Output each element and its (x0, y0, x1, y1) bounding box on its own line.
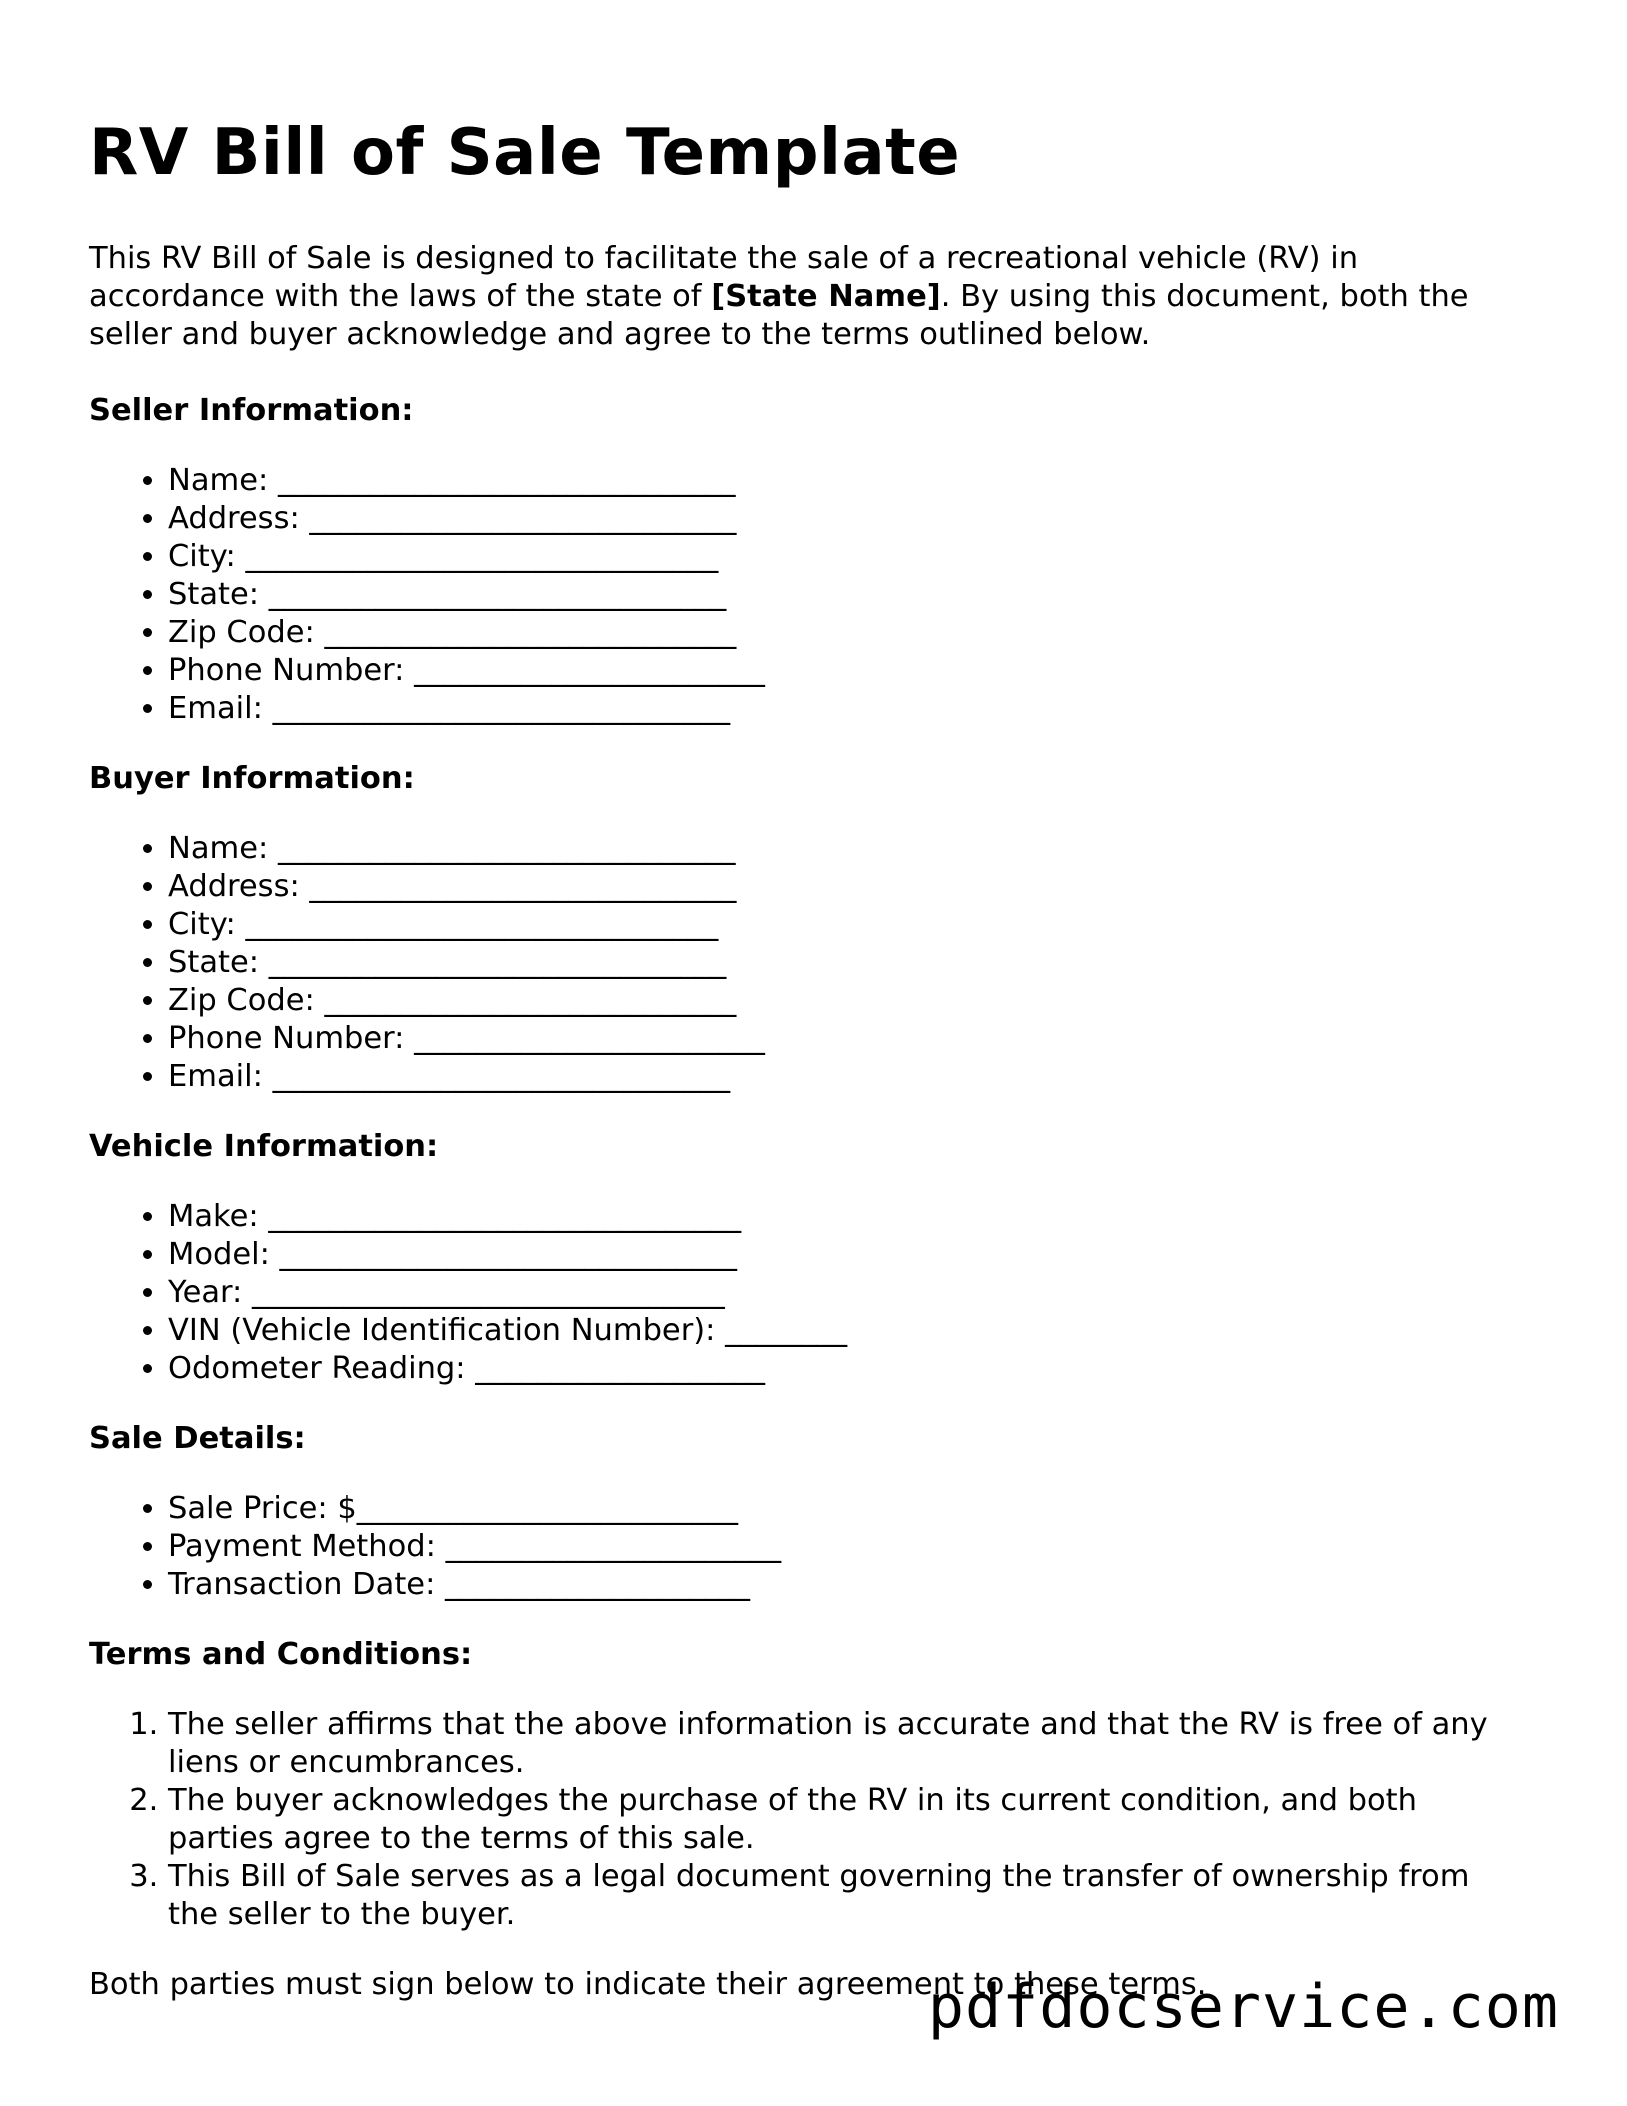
seller-email-field: • Email: ______________________________ (168, 690, 1529, 728)
buyer-email-field: • Email: ______________________________ (168, 1058, 1529, 1096)
seller-address-field: • Address: ____________________________ (168, 500, 1529, 538)
term-item: 1. The seller affirms that the above information is accurate and that the RV is free of any liens or encumbrances. (168, 1706, 1529, 1782)
transaction-date-field: • Transaction Date: ____________________ (168, 1566, 1529, 1604)
page-title: RV Bill of Sale Template (89, 116, 961, 190)
vehicle-year-field: • Year: _______________________________ (168, 1274, 1529, 1312)
payment-method-field: • Payment Method: ______________________ (168, 1528, 1529, 1566)
seller-city-field: • City: _______________________________ (168, 538, 1529, 576)
buyer-city-field: • City: _______________________________ (168, 906, 1529, 944)
buyer-address-field: • Address: ____________________________ (168, 868, 1529, 906)
closing-statement: Both parties must sign below to indicate their agreement to these terms. (89, 1967, 1207, 2002)
seller-name-field: • Name: ______________________________ (168, 462, 1529, 500)
seller-list (89, 462, 1529, 728)
intro-text-before: This RV Bill of Sale is designed to facilitate the sale of a recreational vehicle (RV) in accordance with the laws of the state of (89, 241, 1359, 314)
seller-phone-field: • Phone Number: _______________________ (168, 652, 1529, 690)
buyer-name-field: • Name: ______________________________ (168, 830, 1529, 868)
buyer-heading: Buyer Information: (89, 761, 415, 796)
state-name-placeholder: [State Name] (711, 279, 941, 314)
seller-zip-field: • Zip Code: ___________________________ (168, 614, 1529, 652)
vehicle-model-field: • Model: ______________________________ (168, 1236, 1529, 1274)
sale-list (89, 1490, 1529, 1604)
vehicle-heading: Vehicle Information: (89, 1129, 439, 1164)
sale-heading: Sale Details: (89, 1421, 306, 1456)
vehicle-odometer-field: • Odometer Reading: ___________________ (168, 1350, 1529, 1388)
vehicle-list (89, 1198, 1529, 1388)
terms-list (89, 1706, 1529, 1934)
sale-price-field: • Sale Price: $_________________________ (168, 1490, 1529, 1528)
intro-paragraph (89, 240, 1529, 354)
seller-heading: Seller Information: (89, 393, 414, 428)
document-page (89, 108, 1529, 2004)
buyer-list (89, 830, 1529, 1096)
buyer-state-field: • State: ______________________________ (168, 944, 1529, 982)
terms-heading: Terms and Conditions: (89, 1637, 473, 1672)
buyer-zip-field: • Zip Code: ___________________________ (168, 982, 1529, 1020)
vehicle-make-field: • Make: _______________________________ (168, 1198, 1529, 1236)
term-item: 3. This Bill of Sale serves as a legal document governing the transfer of ownership from the seller to the buyer. (168, 1858, 1529, 1934)
vehicle-vin-field: • VIN (Vehicle Identification Number): ________ (168, 1312, 1529, 1350)
seller-state-field: • State: ______________________________ (168, 576, 1529, 614)
watermark-text: pdfdocservice.com (927, 1972, 1559, 2042)
buyer-phone-field: • Phone Number: _______________________ (168, 1020, 1529, 1058)
term-item: 2. The buyer acknowledges the purchase of the RV in its current condition, and both parties agree to the terms of this sale. (168, 1782, 1529, 1858)
intro-text-after: . By using this document, both the seller and buyer acknowledge and agree to the terms outlined below. (89, 279, 1469, 352)
